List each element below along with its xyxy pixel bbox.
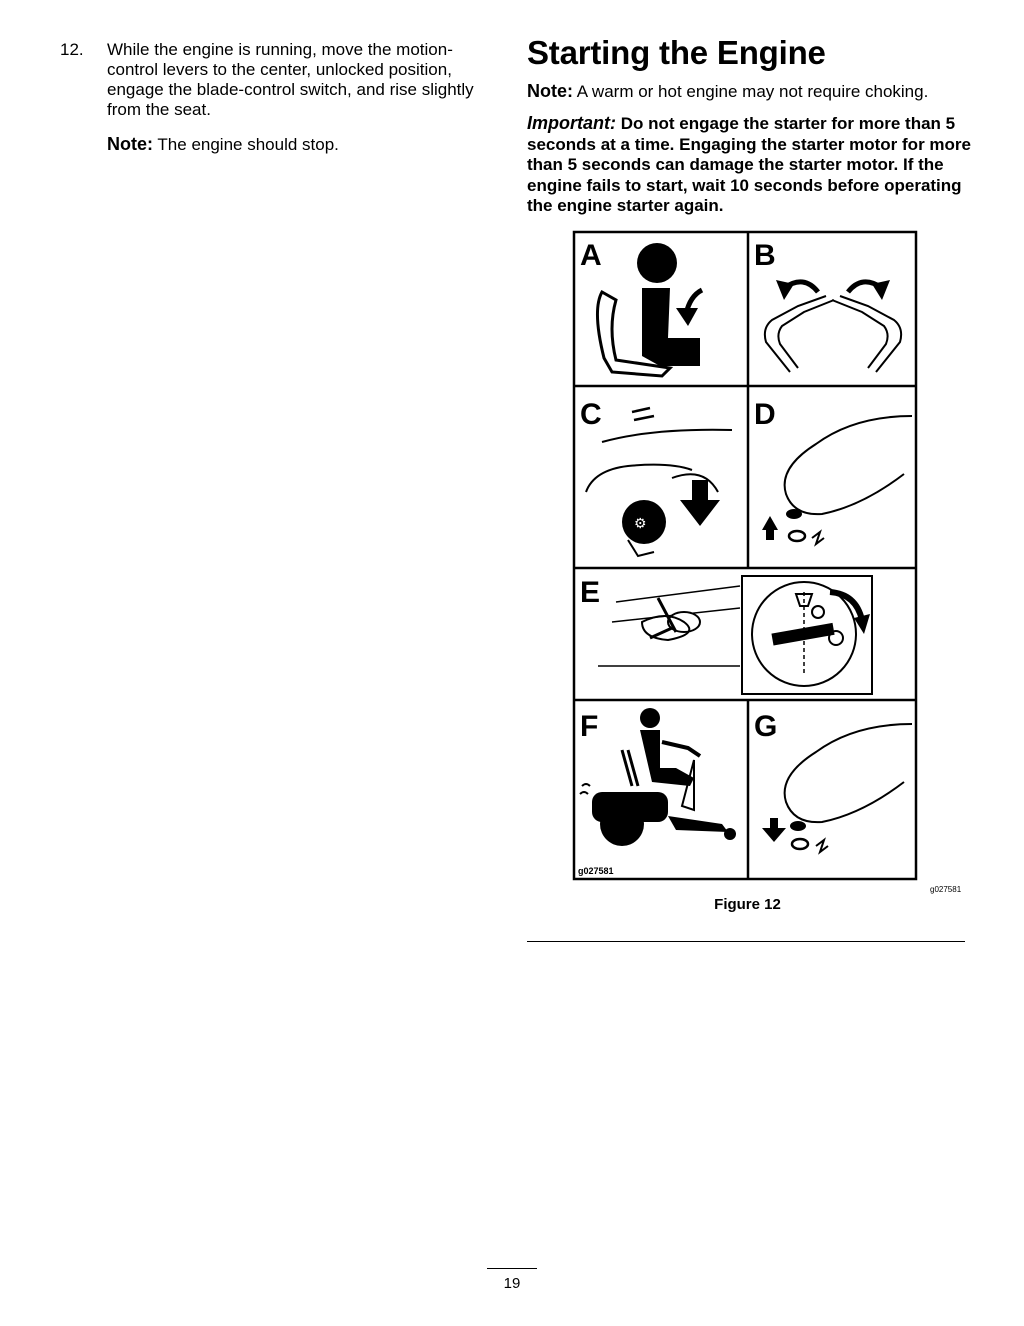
page-number-rule: [487, 1268, 537, 1269]
step-text: While the engine is running, move the motion-control levers to the center, unlocked position, engage the blade-control switch, and rise slightly from the seat.: [107, 40, 474, 119]
section-divider: [527, 941, 965, 942]
figure-inner-id: g027581: [578, 866, 614, 876]
section-note-text: A warm or hot engine may not require choking.: [576, 82, 929, 101]
panel-label-b: B: [754, 239, 776, 272]
panel-b-motion-control-levers-icon: [754, 239, 901, 372]
figure-caption: Figure 12: [714, 896, 781, 913]
section-title: Starting the Engine: [527, 34, 826, 71]
step-note: [107, 134, 490, 155]
step-item: [60, 40, 490, 120]
panel-d-pull-choke-icon: [754, 398, 912, 544]
important-label: Important:: [527, 113, 616, 133]
panel-label-e: E: [580, 576, 601, 609]
panel-g-push-choke-icon: [754, 710, 912, 852]
left-column: [60, 40, 490, 155]
panel-label-d: D: [754, 398, 776, 431]
panel-a-seated-operator-icon: [580, 239, 702, 376]
important-text: Do not engage the starter for more than 5 seconds at a time. Engaging the starter motor for more than 5 seconds can damage the starter motor. If the engine fails to start, wait 10 seconds before operating the engine starter again.: [527, 114, 971, 215]
section-note: [527, 80, 972, 103]
panel-label-a: A: [580, 239, 602, 272]
important-notice: [527, 113, 972, 217]
panel-label-f: F: [580, 710, 599, 743]
starting-procedure-illustration: [572, 230, 918, 882]
svg-text:⚙: ⚙: [634, 515, 647, 531]
panel-f-operator-on-mower-icon: [580, 708, 736, 846]
step-note-label: Note:: [107, 134, 153, 154]
page-number: 19: [503, 1275, 521, 1292]
panel-label-c: C: [580, 398, 602, 431]
right-column: [527, 34, 972, 217]
section-note-label: Note:: [527, 81, 573, 101]
panel-e-ignition-key-icon: [580, 576, 872, 694]
step-note-text: The engine should stop.: [157, 135, 339, 154]
step-number: 12.: [60, 40, 84, 59]
figure-id: g027581: [930, 885, 962, 894]
panel-c-choke-knob-icon: [580, 398, 732, 556]
panel-label-g: G: [754, 710, 778, 743]
